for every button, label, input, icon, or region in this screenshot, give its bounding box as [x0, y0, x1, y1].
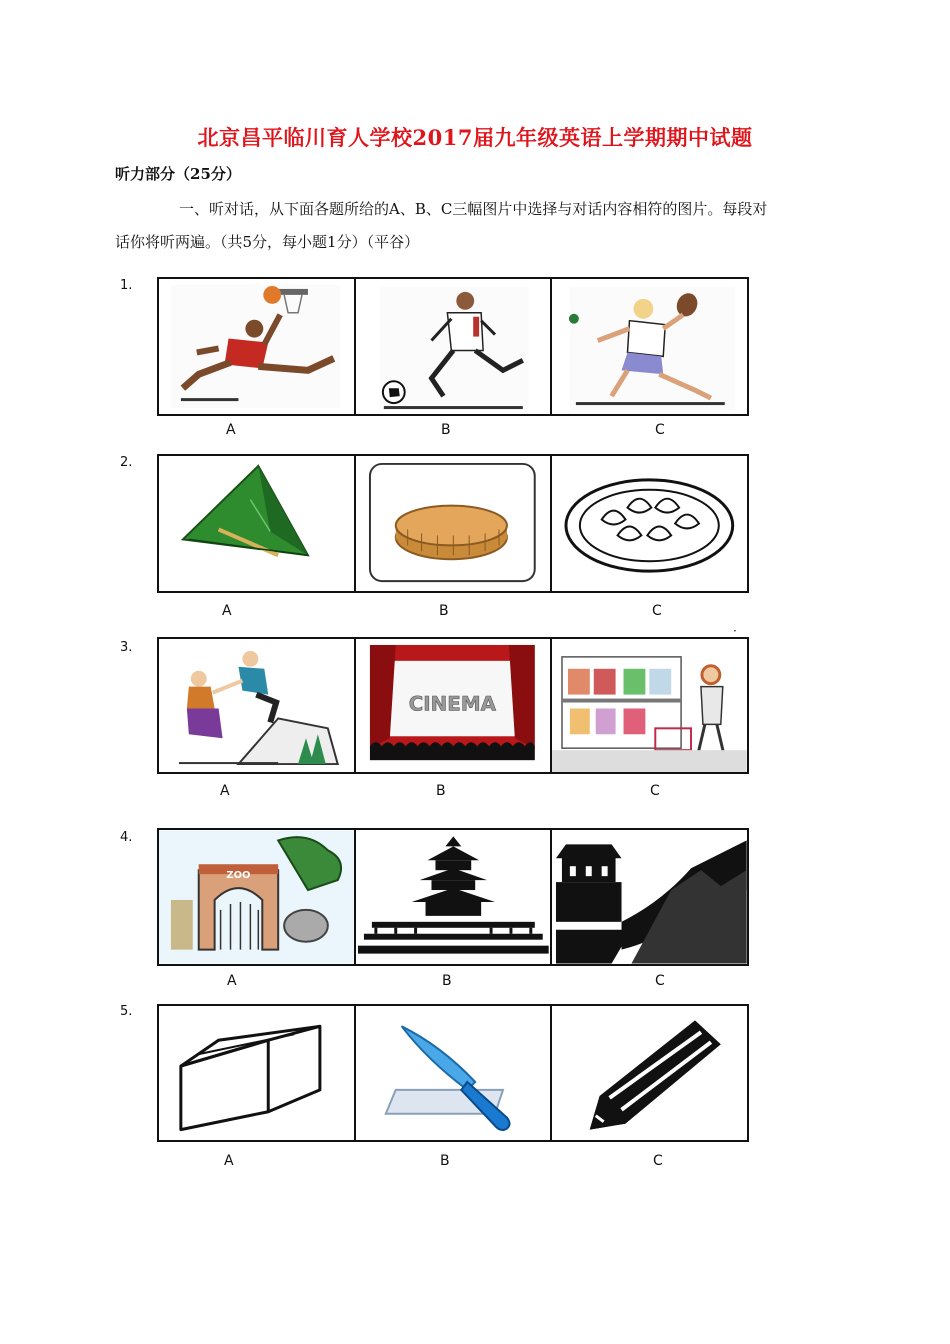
- option-a-picture[interactable]: [159, 279, 356, 414]
- option-label: A: [220, 783, 230, 799]
- mountain-climbers-icon: [159, 639, 354, 772]
- option-label: A: [226, 422, 236, 438]
- option-label: B: [440, 1153, 450, 1169]
- option-a-picture[interactable]: [159, 830, 356, 964]
- question-number: 5.: [120, 1004, 133, 1019]
- question-number: 1.: [120, 278, 133, 293]
- soccer-player-icon: [356, 279, 551, 414]
- option-a-picture[interactable]: [159, 639, 356, 772]
- option-b-picture[interactable]: [356, 639, 553, 772]
- svg-text:ZOO: ZOO: [226, 870, 251, 882]
- knife-icon: [356, 1006, 551, 1140]
- section-heading: 听力部分（25分）: [115, 165, 241, 183]
- question-2-pictures: [157, 454, 749, 593]
- speck: ·: [733, 624, 737, 638]
- option-label: B: [441, 422, 451, 438]
- question-number: 4.: [120, 830, 133, 845]
- question-5-pictures: [157, 1004, 749, 1142]
- dumplings-plate-icon: [552, 456, 747, 591]
- option-label: C: [655, 973, 665, 989]
- option-label: C: [652, 603, 662, 619]
- option-b-picture[interactable]: [356, 279, 553, 414]
- cinema-sign: CINEMA: [408, 692, 496, 716]
- option-c-picture[interactable]: [552, 456, 747, 591]
- option-c-picture[interactable]: [552, 1006, 747, 1140]
- question-1-pictures: [157, 277, 749, 416]
- zoo-gate-icon: [159, 830, 354, 964]
- eraser-icon: [159, 1006, 354, 1140]
- option-label: A: [227, 973, 237, 989]
- option-c-picture[interactable]: [552, 639, 747, 772]
- instruction-text: 一、听对话，从下面各题所给的A、B、C三幅图片中选择与对话内容相符的图片。每段对话你将听两遍。（共5分，每小题1分）（平谷）: [115, 200, 768, 251]
- tennis-player-icon: [552, 279, 747, 414]
- option-label: C: [655, 422, 665, 438]
- option-b-picture[interactable]: [356, 830, 553, 964]
- option-label: B: [436, 783, 446, 799]
- option-b-picture[interactable]: [356, 456, 553, 591]
- question-4-pictures: [157, 828, 749, 966]
- option-a-picture[interactable]: [159, 456, 356, 591]
- option-label: B: [442, 973, 452, 989]
- basketball-player-icon: [159, 279, 354, 414]
- great-wall-icon: [552, 830, 747, 964]
- option-c-picture[interactable]: [552, 830, 747, 964]
- option-b-picture[interactable]: [356, 1006, 553, 1140]
- cinema-screen-icon: [356, 639, 551, 772]
- option-label: A: [224, 1153, 234, 1169]
- zongzi-icon: [159, 456, 354, 591]
- option-label: C: [653, 1153, 663, 1169]
- supermarket-shopper-icon: [552, 639, 747, 772]
- question-number: 2.: [120, 455, 133, 470]
- pencil-icon: [552, 1006, 747, 1140]
- option-c-picture[interactable]: [552, 279, 747, 414]
- page-title: 北京昌平临川育人学校2017届九年级英语上学期期中试题: [197, 125, 753, 150]
- option-label: B: [439, 603, 449, 619]
- question-3-pictures: [157, 637, 749, 774]
- option-label: A: [222, 603, 232, 619]
- question-number: 3.: [120, 640, 133, 655]
- temple-of-heaven-icon: [356, 830, 551, 964]
- mooncake-icon: [356, 456, 551, 591]
- option-a-picture[interactable]: [159, 1006, 356, 1140]
- option-label: C: [650, 783, 660, 799]
